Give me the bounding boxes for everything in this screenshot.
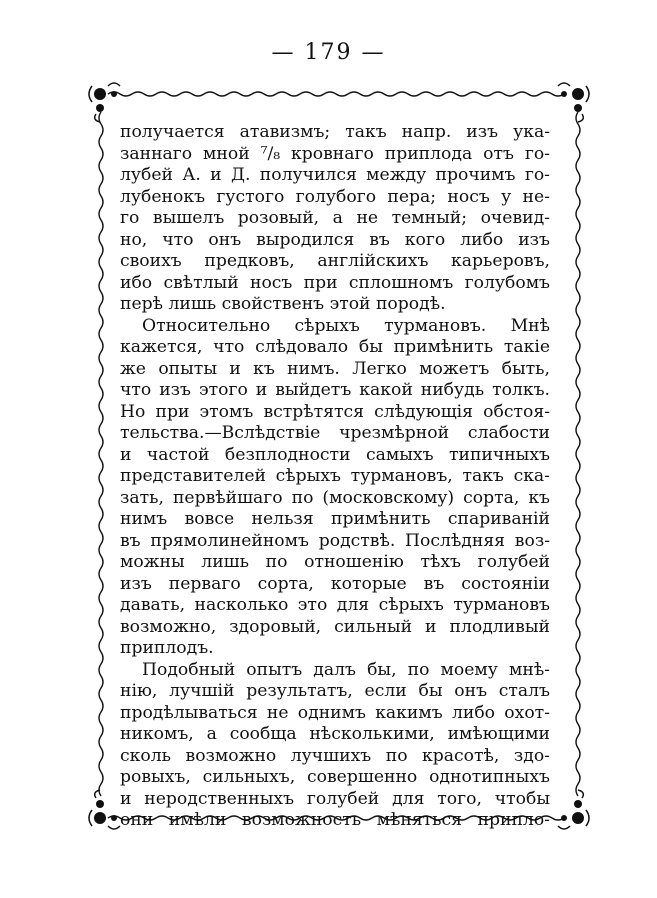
text-line: они имѣли возможность мѣняться припло-: [120, 810, 550, 830]
text-line: зать, первѣйшаго по (московскому) сорта, къ: [120, 487, 550, 508]
text-line: Подобный опытъ далъ бы, по моему мнѣ-: [142, 659, 550, 680]
text-line: кажется, что слѣдовало бы примѣнить такіе: [120, 337, 550, 357]
text-line: го вышелъ розовый, а не темный; очевид-: [120, 208, 550, 228]
text-line: что изъ этого и выйдетъ какой нибудь толкъ.: [120, 380, 550, 400]
right-border-rule: [576, 112, 580, 796]
text-line: же опыты и къ нимъ. Легко можетъ быть,: [120, 358, 550, 379]
left-border-rule: [99, 112, 103, 796]
corner-ornament-bottom-left: [89, 790, 120, 829]
text-line: ровыхъ, сильныхъ, совершенно однотипныхъ: [120, 767, 550, 787]
text-line: никомъ, а сообща нѣсколькими, имѣющими: [120, 724, 550, 744]
text-line: тельства.—Вслѣдствіе чрезмѣрной слабости: [120, 423, 550, 443]
text-line: но, что онъ выродился въ кого либо изъ: [120, 229, 550, 250]
text-line: и неродственныхъ голубей для того, чтобы: [120, 788, 550, 809]
text-line: представителей сѣрыхъ турмановъ, такъ ска-: [120, 466, 550, 486]
corner-ornament-top-right: [558, 83, 589, 122]
text-line: приплодъ.: [120, 638, 214, 658]
text-line: получается атавизмъ; такъ напр. изъ ука-: [120, 122, 550, 142]
text-line: нію, лучшій результатъ, если бы онъ сталъ: [120, 681, 550, 701]
text-line: изъ перваго сорта, которые въ состояніи: [120, 573, 550, 594]
text-line: продѣлываться не однимъ какимъ либо охот-: [120, 702, 550, 723]
page-number: — 179 —: [271, 40, 386, 65]
body-text: [120, 122, 550, 832]
text-line: можны лишь по отношенію тѣхъ голубей: [120, 552, 550, 572]
text-line: нимъ вовсе нельзя примѣнить спариваній: [120, 509, 550, 529]
text-line: давать, насколько это для сѣрыхъ турмановъ: [120, 595, 550, 615]
text-line: сколь возможно лучшихъ по красотѣ, здо-: [120, 745, 550, 766]
text-line: своихъ предковъ, англійскихъ карьеровъ,: [120, 251, 550, 271]
top-border-rule: [108, 92, 564, 96]
corner-ornament-top-left: [89, 83, 120, 122]
text-line: ибо свѣтлый носъ при сплошномъ голубомъ: [120, 272, 550, 293]
text-line: перѣ лишь свойственъ этой породѣ.: [120, 294, 446, 314]
text-line: Относительно сѣрыхъ турмановъ. Мнѣ: [142, 315, 550, 336]
text-line: возможно, здоровый, сильный и плодливый: [120, 616, 550, 637]
text-line: и частой безплодности самыхъ типичныхъ: [120, 444, 550, 465]
text-line: Но при этомъ встрѣтятся слѣдующія обстоя-: [120, 401, 550, 422]
corner-ornament-bottom-right: [558, 790, 589, 829]
text-line: лубенокъ густого голубого пера; носъ у не-: [120, 186, 550, 207]
text-line: заннаго мной ⁷/₈ кровнаго приплода отъ го-: [120, 143, 550, 164]
text-line: лубей А. и Д. получился между прочимъ го-: [120, 165, 550, 185]
text-line: въ прямолинейномъ родствѣ. Послѣдняя воз-: [120, 530, 550, 551]
